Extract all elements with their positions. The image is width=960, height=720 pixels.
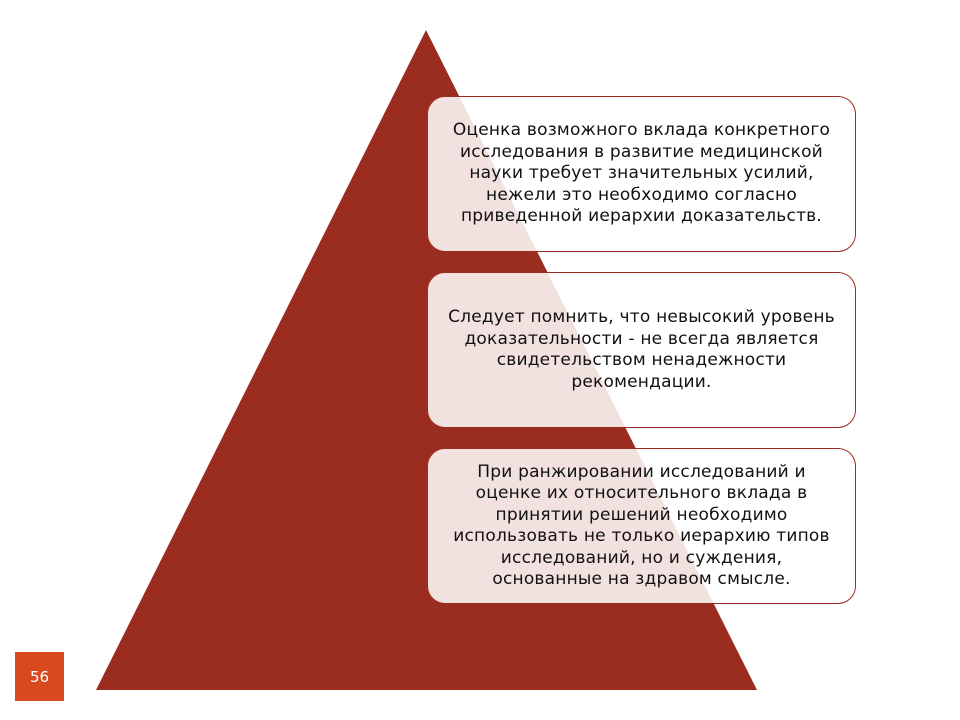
pyramid-level-1-box bbox=[427, 96, 856, 252]
pyramid-level-2-text: Следует помнить, что невысокий уровень доказательности - не всегда является свидетельством ненадежности рекомендации. bbox=[448, 307, 835, 392]
pyramid-level-1-text: Оценка возможного вклада конкретного исследования в развитие медицинской науки требует значительных усилий, нежели это необходимо согласно приведенной иерархии доказательств. bbox=[452, 120, 831, 227]
pyramid-level-3-box bbox=[427, 448, 856, 604]
pyramid-level-2-box bbox=[427, 272, 856, 428]
slide-number-badge bbox=[15, 652, 64, 701]
pyramid-level-3-text: При ранжировании исследований и оценке их относительного вклада в принятии решений необходимо использовать не только иерархию типов исследований, но и суждения, основанные на здравом смысле. bbox=[453, 461, 830, 589]
slide-number-text: 56 bbox=[29, 667, 50, 686]
